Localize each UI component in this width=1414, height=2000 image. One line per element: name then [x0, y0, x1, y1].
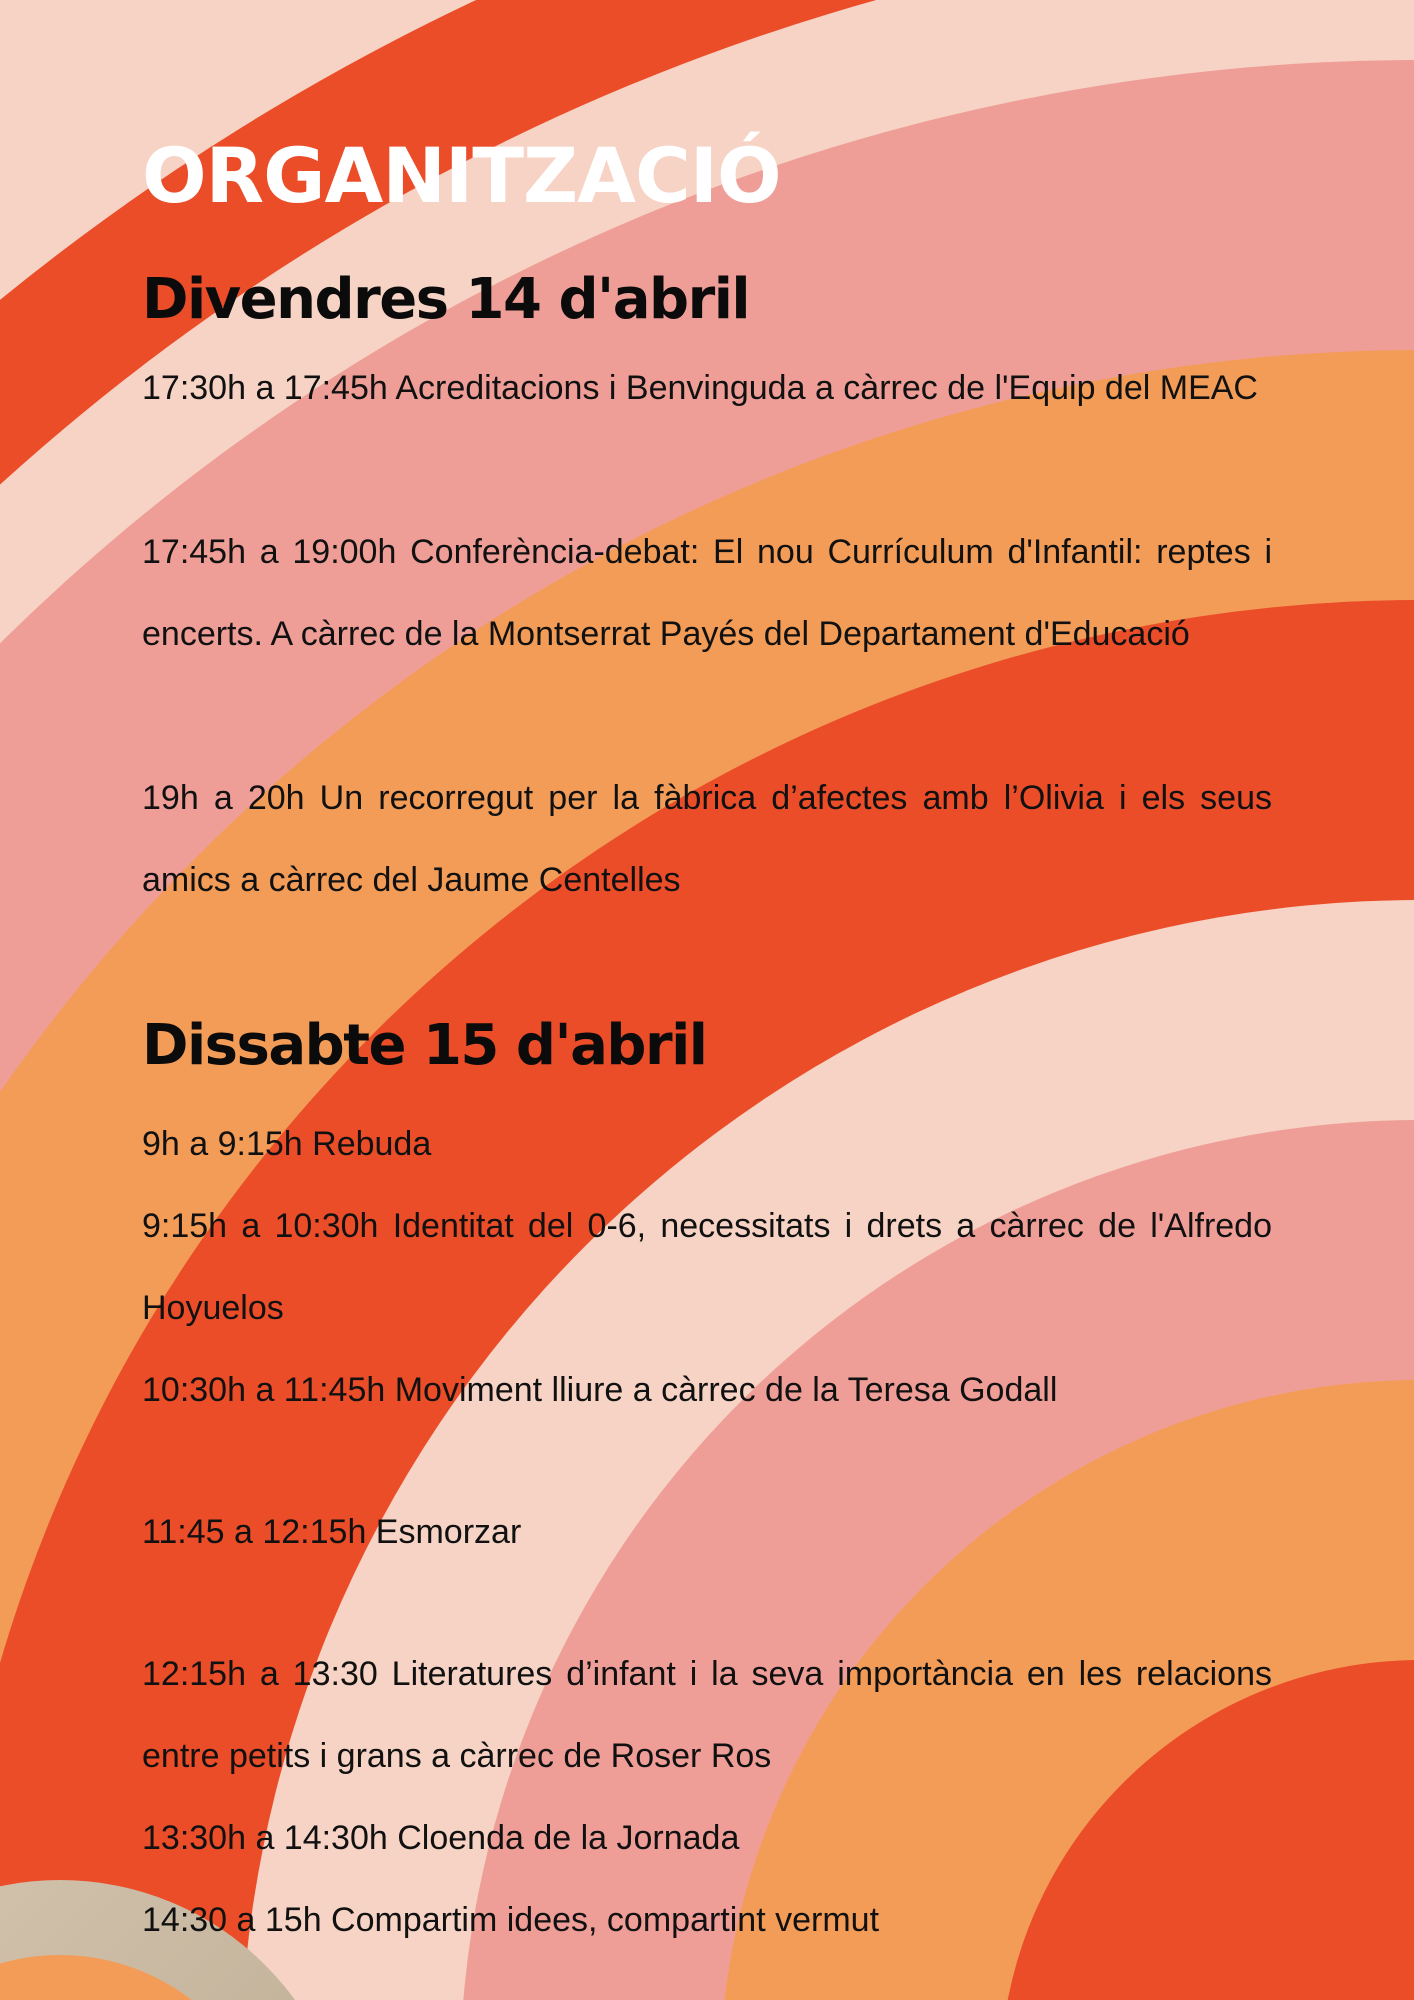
page-title: ORGANITZACIÓ — [142, 131, 781, 220]
schedule-item: 19h a 20h Un recorregut per la fàbrica d’afectes amb l’Olivia i els seus amics a càrrec del Jaume Centelles — [142, 779, 1272, 899]
schedule-item: 9:15h a 10:30h Identitat del 0-6, necessitats i drets a càrrec de l'Alfredo Hoyuelos — [142, 1207, 1272, 1327]
schedule-item: 9h a 9:15h Rebuda — [142, 1125, 432, 1163]
schedule-item: 17:45h a 19:00h Conferència-debat: El nou Currículum d'Infantil: reptes i encerts. A càrrec de la Montserrat Payés del Departament d'Educació — [142, 533, 1272, 653]
schedule-item: 11:45 a 12:15h Esmorzar — [142, 1513, 522, 1551]
schedule-item: 12:15h a 13:30 Literatures d’infant i la seva importància en les relacions entre petits i grans a càrrec de Roser Ros — [142, 1655, 1272, 1775]
day-heading-saturday: Dissabte 15 d'abril — [142, 1013, 707, 1078]
schedule-item: 17:30h a 17:45h Acreditacions i Benvinguda a càrrec de l'Equip del MEAC — [142, 369, 1258, 407]
schedule-item: 13:30h a 14:30h Cloenda de la Jornada — [142, 1819, 740, 1857]
schedule-item: 10:30h a 11:45h Moviment lliure a càrrec de la Teresa Godall — [142, 1371, 1058, 1409]
schedule-item: 14:30 a 15h Compartim idees, compartint vermut — [142, 1901, 880, 1939]
day-heading-friday: Divendres 14 d'abril — [142, 267, 750, 332]
